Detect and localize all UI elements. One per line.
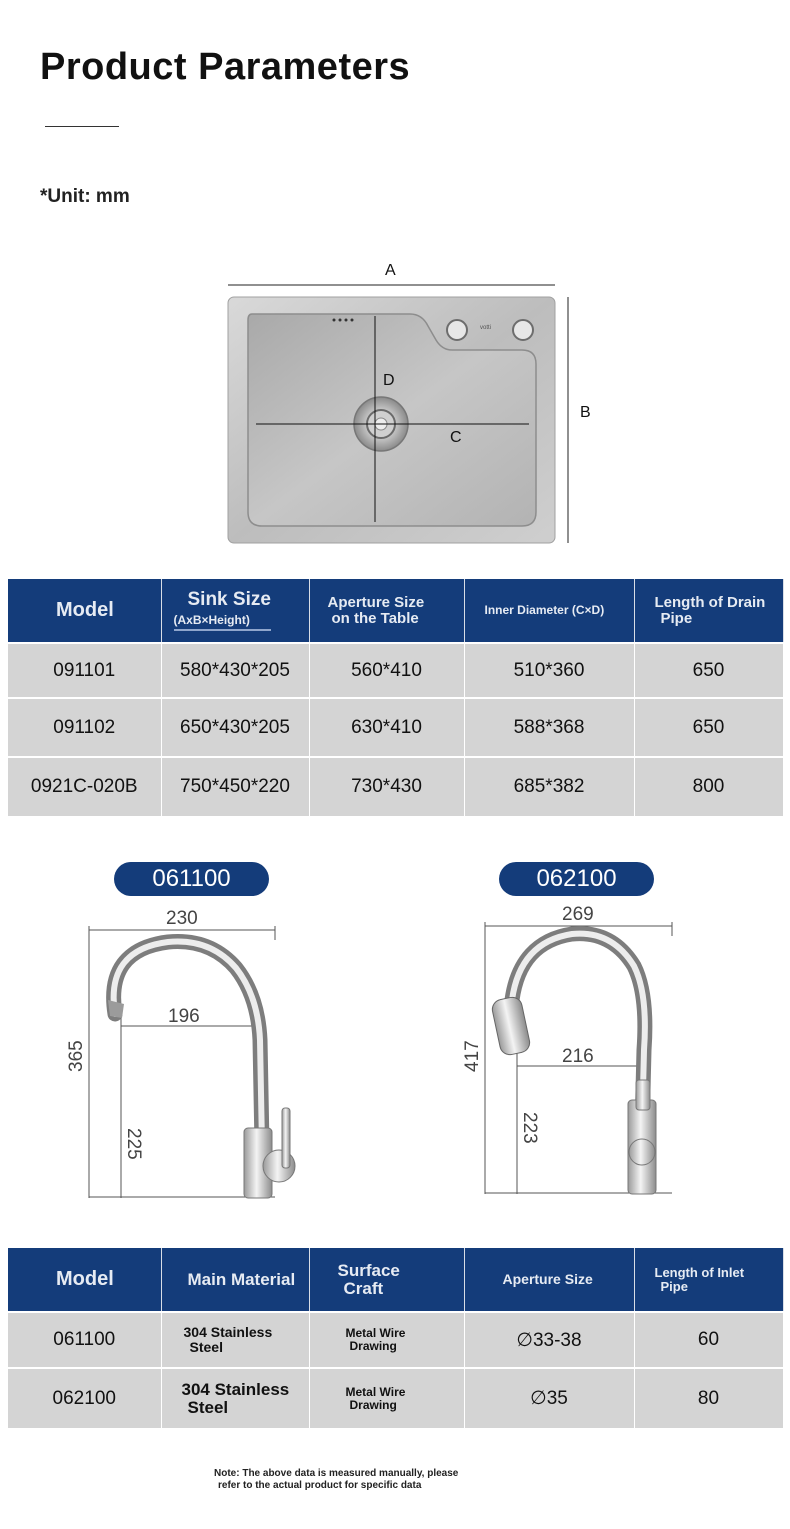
cell-material [161,1368,309,1428]
table-row [8,1368,783,1428]
cell-aperture: ∅33-38 [464,1312,634,1368]
header-model: Model [8,579,161,643]
header-material: Main Material [161,1248,309,1312]
cell-inner: 588*368 [464,698,634,757]
note-line2: refer to the actual product for specific data [218,1480,422,1491]
unit-note: *Unit: mm [40,186,130,207]
cell-material-line2: Steel [189,1339,223,1355]
header-aperture: Aperture Size [464,1248,634,1312]
header-surface [309,1248,464,1312]
cell-material-line2: Steel [187,1397,229,1417]
brand-mark: votti [480,325,492,331]
cell-sink-size: 750*450*220 [161,757,309,816]
cell-model: 091101 [8,643,161,698]
cell-surface-line2: Drawing [349,1339,397,1353]
faucet2-width: 269 [562,904,594,925]
table-row [8,698,783,757]
cell-material-line1: 304 Stainless [183,1324,273,1340]
header-aperture-line1: Aperture Size [327,593,425,611]
dimension-label-a: A [385,262,396,279]
cell-surface-line2: Drawing [349,1397,397,1412]
cell-surface [309,1312,464,1368]
header-inlet-line1: Length of Inlet [654,1264,745,1280]
dimension-label-d: D [383,372,395,389]
faucet-spec-table [8,1248,784,1428]
dimension-label-b: B [580,404,591,421]
table-header-row [8,579,783,643]
cell-inner: 685*382 [464,757,634,816]
header-model: Model [8,1248,161,1312]
cell-aperture: 630*410 [309,698,464,757]
table-row [8,1312,783,1368]
sink-diagram [0,250,790,560]
page-title: Product Parameters [40,46,411,88]
header-sink-size-sub: (AxB×Height) [173,612,250,627]
cell-aperture: 560*410 [309,643,464,698]
cell-material-line1: 304 Stainless [181,1379,290,1399]
header-inlet-line2: Pipe [660,1278,688,1294]
cell-surface-line1: Metal Wire [345,1384,406,1399]
table-row [8,757,783,816]
cell-sink-size: 580*430*205 [161,643,309,698]
table-header-row [8,1248,783,1312]
cell-surface-line1: Metal Wire [345,1326,406,1340]
disclaimer-note [214,1468,458,1492]
cell-inner: 510*360 [464,643,634,698]
faucet1-reach: 196 [168,1006,200,1027]
faucet-model-pill-1: 061100 [114,862,269,896]
cell-aperture: ∅35 [464,1368,634,1428]
header-aperture [309,579,464,643]
cell-model: 091102 [8,698,161,757]
header-surface-line2: Craft [343,1278,384,1298]
faucet2-height: 417 [462,1040,483,1072]
cell-material [161,1312,309,1368]
header-aperture-line2: on the Table [331,609,419,627]
cell-model: 0921C-020B [8,757,161,816]
cell-model: 062100 [8,1368,161,1428]
faucet2-spout-height: 223 [519,1112,540,1144]
cell-drain: 650 [634,643,783,698]
cell-inlet: 80 [634,1368,783,1428]
header-inlet [634,1248,783,1312]
header-drain [634,579,783,643]
faucet1-width: 230 [166,908,198,929]
cell-aperture: 730*430 [309,757,464,816]
cell-surface [309,1368,464,1428]
faucet-model-pill-2: 062100 [499,862,654,896]
header-sink-size [161,579,309,643]
cell-drain: 800 [634,757,783,816]
faucet-diagram-061100 [60,900,320,1210]
dimension-label-c: C [450,429,462,446]
cell-inlet: 60 [634,1312,783,1368]
faucet1-spout-height: 225 [123,1128,144,1160]
header-drain-line1: Length of Drain [654,593,766,611]
cell-model: 061100 [8,1312,161,1368]
table-row [8,643,783,698]
sink-spec-table [8,579,784,816]
faucet1-height: 365 [66,1040,87,1072]
title-underline [45,126,119,127]
header-surface-line1: Surface [337,1260,400,1280]
faucet2-reach: 216 [562,1046,594,1067]
note-line1: Note: The above data is measured manually, please [214,1468,459,1479]
cell-sink-size: 650*430*205 [161,698,309,757]
header-drain-line2: Pipe [660,609,693,627]
header-sink-size-label: Sink Size [187,588,271,610]
header-inner-diameter: Inner Diameter (C×D) [464,579,634,643]
cell-drain: 650 [634,698,783,757]
